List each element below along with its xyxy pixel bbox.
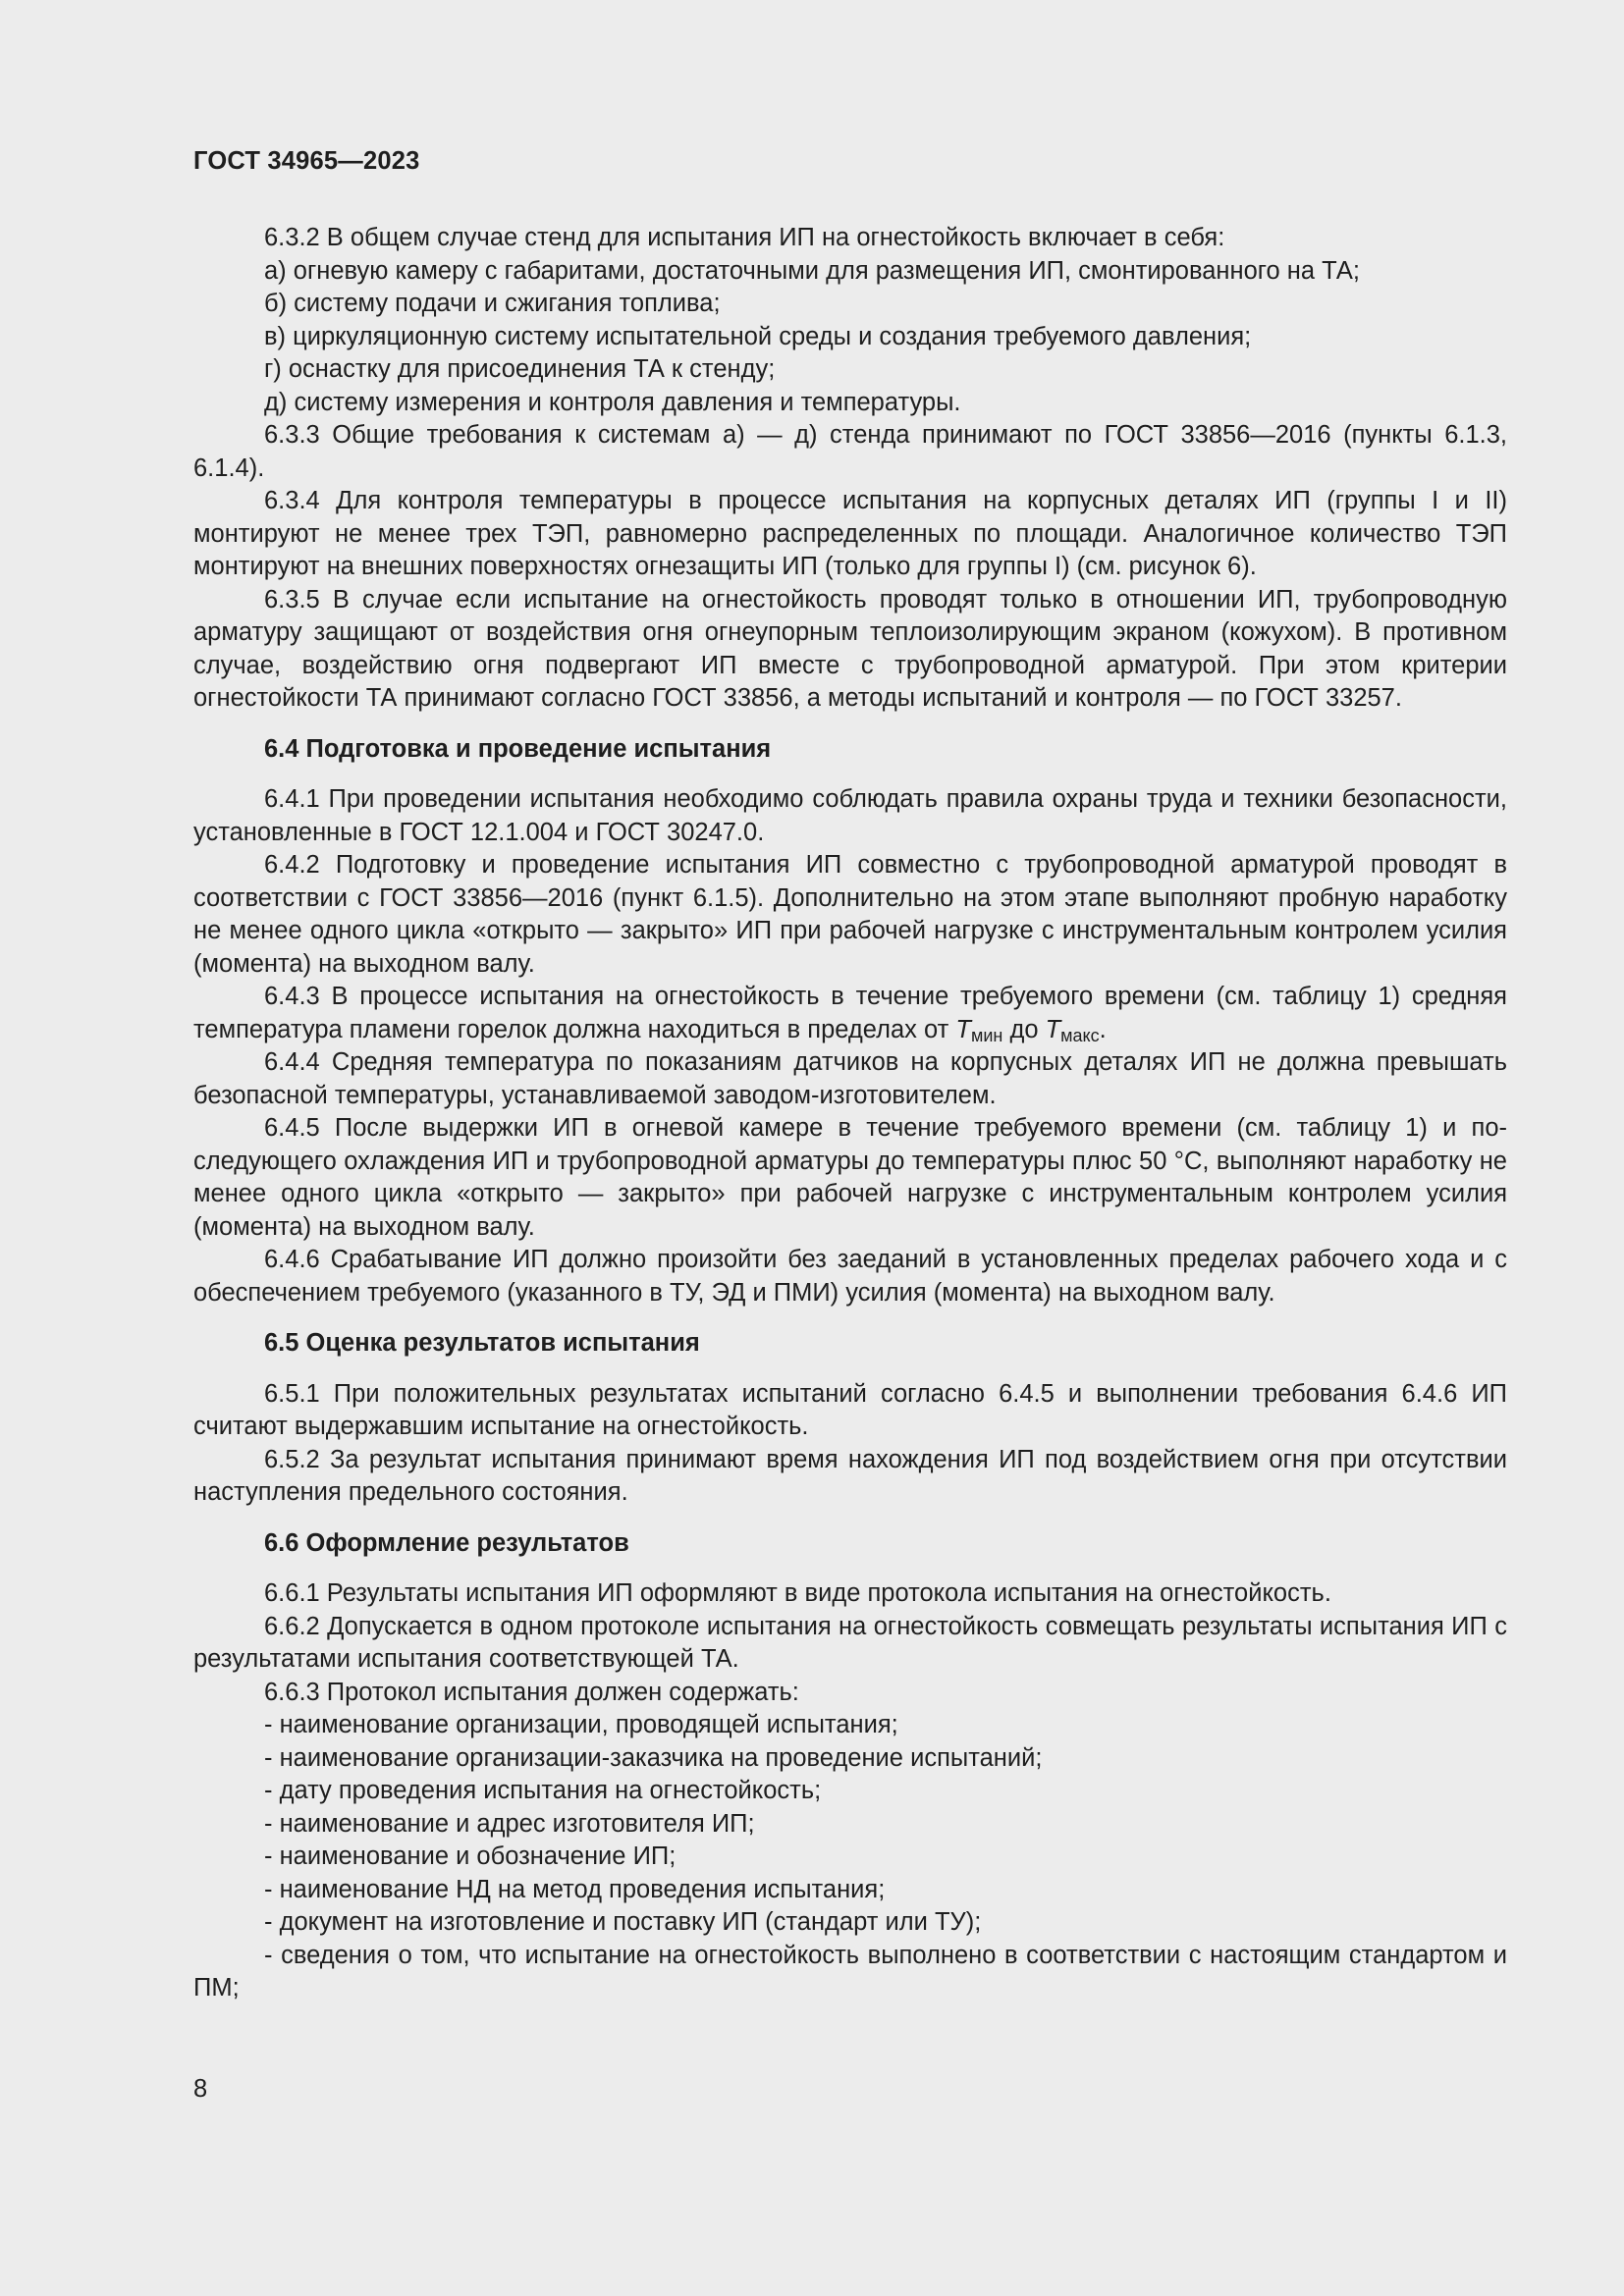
list-item: - наименование организации-заказчика на проведение испытаний; [264,1743,1043,1772]
list-item: а) огневую камеру с габаритами, достаточными для размещения ИП, смонтированного на ТА; [264,256,1360,285]
list-item: - наименование и обозначение ИП; [264,1842,677,1870]
list-item: - наименование организации, проводящей испытания; [264,1711,898,1738]
temperature-symbol: T [955,1015,971,1043]
clause-6-3-4: 6.3.4 Для контроля температуры в процессе испытания на корпусных деталях ИП (группы I и II) монтируют не менее трех ТЭП, равномерно распределенных по площади. Аналогичное количество ТЭП монтируют на внешних поверхностях огнезащиты ИП (только для группы I) (см. рисунок 6). [193,487,1507,580]
list-item: - сведения о том, что испытание на огнестойкость выполнено в соответствии с настоящим стандартом и ПМ; [193,1941,1507,2002]
list-item: д) систему измерения и контроля давления и температуры. [264,388,961,416]
clause-6-3-3: 6.3.3 Общие требования к системам а) — д) стенда принимают по ГОСТ 33856—2016 (пункты 6.1.3, 6.1.4). [193,421,1507,482]
clause-6-3-5: 6.3.5 В случае если испытание на огнестойкость проводят только в отношении ИП, трубопроводную арматуру защищают от воздействия огня огнеупорным теплоизолирующим экраном (кожухом). В противном случае, воздействию огня подвергают ИП вместе с трубопроводной арматурой. При этом критерии огнестойкости ТА принимают согласно ГОСТ 33856, а методы испытаний и контроля — по ГОСТ 33257. [193,585,1507,712]
list-item: - документ на изготовление и поставку ИП (стандарт или ТУ); [264,1908,982,1936]
document-body [193,222,1507,2005]
list-item: в) циркуляционную систему испытательной среды и создания требуемого давления; [264,322,1252,350]
clause-6-4-3-text-a: 6.4.3 В процессе испытания на огнестойкость в течение требуемого времени (см. таблицу 1) средняя температура пламени горелок должна находиться в пределах от [193,983,1507,1043]
clause-6-6-1: 6.6.1 Результаты испытания ИП оформляют в виде протокола испытания на огнестойкость. [264,1579,1331,1607]
list-item: - наименование и адрес изготовителя ИП; [264,1809,755,1838]
clause-6-4-3-text-c: . [1099,1015,1107,1043]
subscript-min: мин [970,1025,1003,1045]
page-number: 8 [193,2075,208,2103]
section-heading-6-5: 6.5 Оценка результатов испытания [264,1329,700,1357]
section-heading-6-6: 6.6 Оформление результатов [264,1528,629,1557]
clause-6-4-4: 6.4.4 Средняя температура по показаниям датчиков на корпусных деталях ИП не должна превышать безопасной температуры, устанавливаемой заводом-изготовителем. [193,1048,1507,1109]
clause-6-4-3-text-b: до [1002,1015,1046,1043]
clause-6-4-1: 6.4.1 При проведении испытания необходимо соблюдать правила охраны труда и техники безопасности, установленные в ГОСТ 12.1.004 и ГОСТ 30247.0. [193,785,1507,846]
clause-6-6-2: 6.6.2 Допускается в одном протоколе испытания на огнестойкость совмещать результаты испытания ИП с результатами испытания соответствующей ТА. [193,1612,1507,1673]
clause-6-3-2-intro: 6.3.2 В общем случае стенд для испытания ИП на огнестойкость включает в себя: [264,224,1225,251]
document-header: ГОСТ 34965—2023 [193,147,420,175]
clause-6-5-2: 6.5.2 За результат испытания принимают время нахождения ИП под воздействием огня при отсутствии наступления предельного состояния. [193,1445,1507,1506]
temperature-symbol: T [1045,1015,1061,1043]
clause-6-4-2: 6.4.2 Подготовку и проведение испытания ИП совместно с трубопроводной арматурой проводят в соответствии с ГОСТ 33856—2016 (пункт 6.1.5). Дополнительно на этом этапе выполняют пробную наработку не менее одного цикла «открыто — закрыто» ИП при рабочей нагрузке с инструментальным контролем усилия (момента) на выходном валу. [193,851,1507,978]
subscript-max: макс [1060,1025,1100,1045]
list-item: - наименование НД на метод проведения испытания; [264,1875,886,1903]
clause-6-6-3-intro: 6.6.3 Протокол испытания должен содержать: [264,1678,799,1706]
clause-6-5-1: 6.5.1 При положительных результатах испытаний согласно 6.4.5 и выполнении требования 6.4.6 ИП считают выдержавшим испытание на огнестойкость. [193,1379,1507,1440]
list-item: - дату проведения испытания на огнестойкость; [264,1777,822,1804]
clause-6-4-5: 6.4.5 После выдержки ИП в огневой камере в течение требуемого времени (см. таблицу 1) и последующего охлаждения ИП и трубопроводной арматуры до температуры плюс 50 °С, выполняют наработку не менее одного цикла «открыто — закрыто» при рабочей нагрузке с инструментальным контролем усилия (момента) на выходном валу. [193,1114,1507,1241]
list-item: б) систему подачи и сжигания топлива; [264,290,721,317]
clause-6-4-3 [193,981,1507,1046]
section-heading-6-4: 6.4 Подготовка и проведение испытания [264,734,772,763]
clause-6-4-6: 6.4.6 Срабатывание ИП должно произойти без заеданий в установленных пределах рабочего хода и с обеспечением требуемого (указанного в ТУ, ЭД и ПМИ) усилия (момента) на выходном валу. [193,1246,1507,1307]
list-item: г) оснастку для присоединения ТА к стенду; [264,355,776,383]
